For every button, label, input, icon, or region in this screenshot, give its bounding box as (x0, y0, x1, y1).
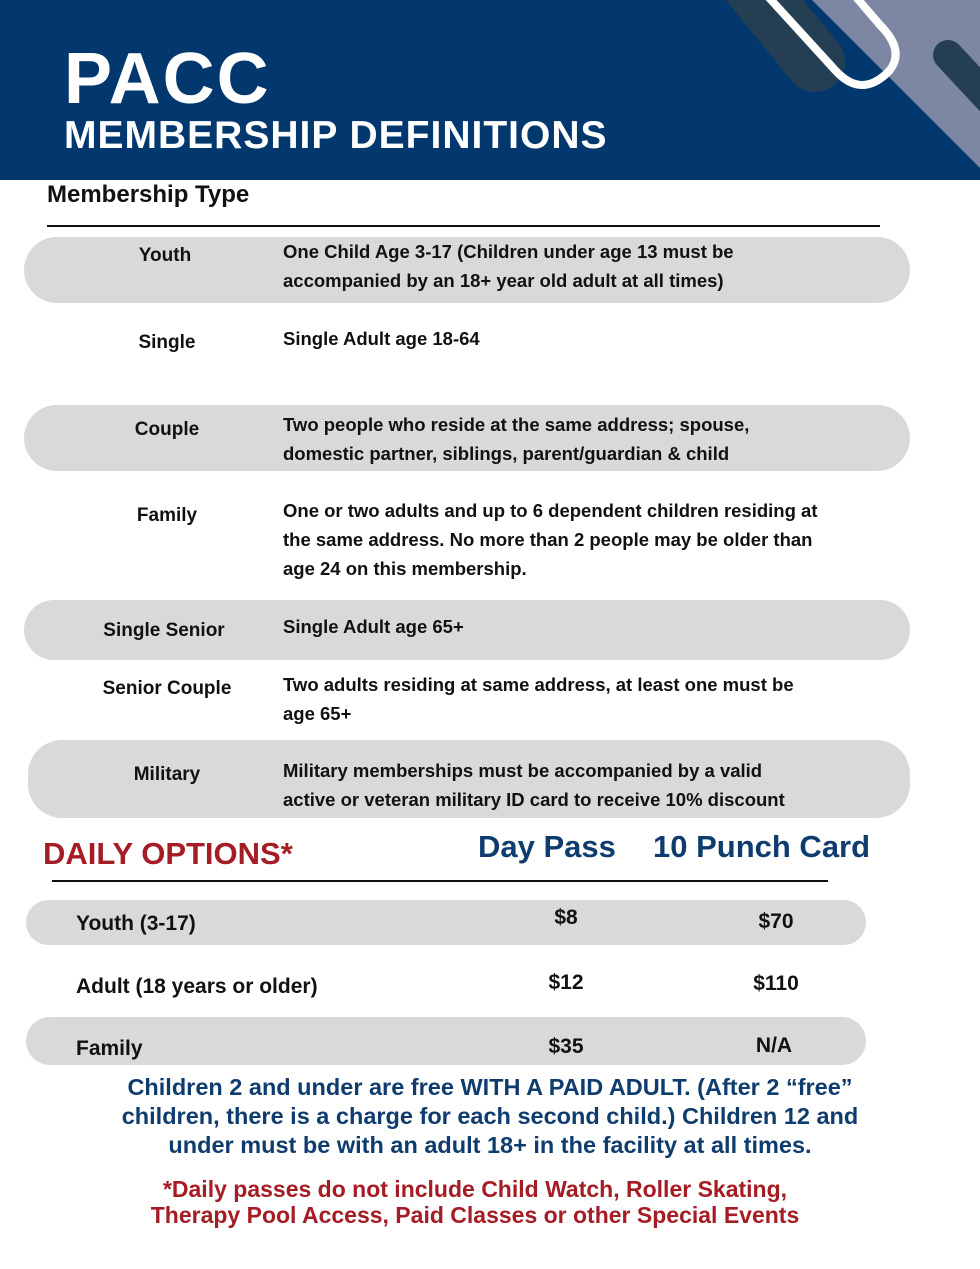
header-banner (0, 0, 980, 180)
daily-options-heading: DAILY OPTIONS* (43, 836, 293, 871)
punch-card-header: 10 Punch Card (653, 829, 871, 864)
divider (47, 225, 880, 227)
desc-single: Single Adult age 18-64 (283, 328, 480, 349)
desc-youth: One Child Age 3-17 (Children under age 13 must be accompanied by an 18+ year old adult at all times) (283, 241, 734, 291)
desc-military: Military memberships must be accompanied by a valid active or veteran military ID card to receive 10% discount (283, 760, 785, 810)
page-title: MEMBERSHIP DEFINITIONS (64, 114, 608, 157)
day-pass-header: Day Pass (478, 829, 616, 864)
desc-single-senior: Single Adult age 65+ (283, 616, 464, 637)
logo: PACC (64, 39, 271, 119)
daily-price-adult-day: $12 (548, 971, 584, 994)
daily-price-youth-day: $8 (554, 906, 578, 929)
type-single-senior: Single Senior (103, 620, 225, 641)
desc-family: One or two adults and up to 6 dependent children residing at the same address. No more than 2 people may be older than age 24 on this membership. (283, 500, 818, 579)
type-military: Military (133, 764, 201, 785)
type-family: Family (136, 505, 198, 526)
daily-label-family: Family (76, 1037, 143, 1060)
membership-type-heading: Membership Type (47, 181, 250, 208)
daily-disclaimer: *Daily passes do not include Child Watch, Roller Skating, Therapy Pool Access, Paid Classes or other Special Events (150, 1176, 800, 1228)
type-single: Single (138, 332, 196, 353)
desc-senior-couple: Two adults residing at same address, at least one must be age 65+ (283, 674, 794, 724)
daily-label-youth: Youth (3-17) (76, 912, 196, 935)
daily-label-adult: Adult (18 years or older) (76, 975, 318, 998)
type-senior-couple: Senior Couple (102, 678, 232, 699)
daily-price-family-day: $35 (548, 1035, 584, 1058)
daily-price-family-punch: N/A (755, 1034, 793, 1057)
type-youth: Youth (138, 245, 192, 266)
children-note: Children 2 and under are free WITH A PAID ADULT. (After 2 “free” children, there is a charge for each second child.) Children 12 and under must be with an adult 18+ in the facility at all times. (121, 1074, 859, 1158)
divider (52, 880, 828, 882)
daily-price-adult-punch: $110 (753, 972, 799, 995)
type-couple: Couple (134, 419, 200, 440)
desc-couple: Two people who reside at the same address; spouse, domestic partner, siblings, parent/guardian & child (283, 414, 750, 464)
daily-price-youth-punch: $70 (758, 910, 794, 933)
